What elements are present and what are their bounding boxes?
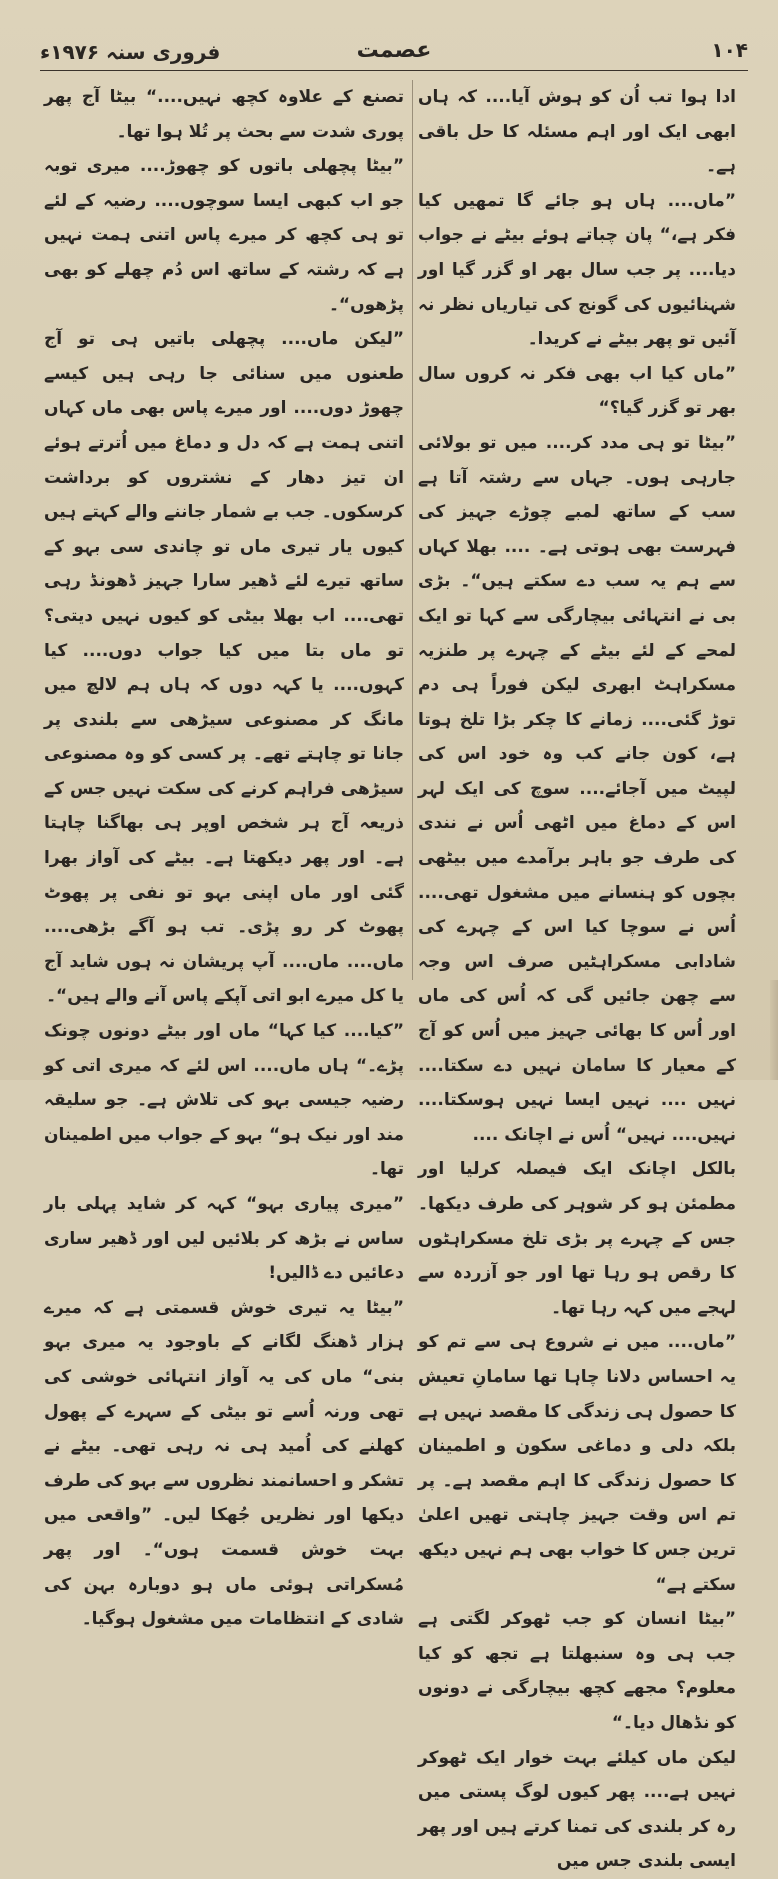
header-rule xyxy=(40,70,748,71)
paragraph: ”لیکن ماں.... پچھلی باتیں ہی تو آج طعنوں میں سنائی جا رہی ہیں کیسے چھوڑ دوں.... اور میرے پاس بھی ماں کہاں اتنی ہمت ہے کہ دل و دماغ میں اُترتے ہوئے ان تیز دھار کے نشتروں کو برداشت کرسکوں۔ جب بے شمار جاننے والے کہتے ہیں کیوں یار تیری ماں تو چاندی سی بہو کے ساتھ تیرے لئے ڈھیر سارا جہیز ڈھونڈ رہی تھی.... اب بھلا بیٹی کو کیوں نہیں دیتی؟ تو ماں بتا میں کیا جواب دوں.... کیا کہوں.... یا کہہ دوں کہ ہاں ہم لالچ میں مانگ کر مصنوعی سیڑھی سے بلندی پر جانا تو چاہتے تھے۔ پر کسی کو وہ مصنوعی سیڑھی فراہم کرنے کی سکت نہیں جس کے ذریعہ آج ہر شخص اوپر ہی بھاگنا چاہتا ہے۔ اور پھر دیکھتا ہے۔ بیٹے کی آواز بھرا گئی اور ماں اپنی بہو تو نفی پر پھوٹ پھوٹ کر رو پڑی۔ تب ہو آگے بڑھی.... ماں.... ماں.... آپ پریشان نہ ہوں شاید آج یا کل میرے ابو اتی آپکے پاس آنے والے ہیں“۔ xyxy=(44,329,404,1007)
paragraph: تصنع کے علاوہ کچھ نہیں....“ بیٹا آج پھر پوری شدت سے بحث پر تُلا ہوا تھا۔ xyxy=(44,87,404,142)
paragraph: ادا ہوا تب اُن کو ہوش آیا.... کہ ہاں ابھی ایک اور اہم مسئلہ کا حل باقی ہے۔ xyxy=(418,87,736,177)
column-divider xyxy=(412,80,413,980)
page-number: ۱۰۴ xyxy=(711,38,748,62)
issue-date: فروری سنہ ۱۹۷۶ء xyxy=(40,40,221,64)
paragraph: بالکل اچانک ایک فیصلہ کرلیا اور مطمئن ہو کر شوہر کی طرف دیکھا۔ جس کے چہرے پر بڑی تلخ مسکراہٹوں کا رقص ہو رہا تھا اور جو آزردہ سے لہجے میں کہہ رہا تھا۔ xyxy=(418,1159,736,1318)
paragraph: ”ماں.... ہاں ہو جائے گا تمھیں کیا فکر ہے،“ پان چباتے ہوئے بیٹے نے جواب دیا.... پر جب سال بھر او گزر گیا اور شہنائیوں کی گونج کی تیاریاں نظر نہ آئیں تو پھر بیٹے نے کریدا۔ xyxy=(418,190,736,350)
paragraph: لیکن ماں کیلئے بہت خوار ایک ٹھوکر نہیں ہے.... پھر کیوں لوگ پستی میں رہ کر بلندی کی تمنا کرتے ہیں اور پھر ایسی بلندی جس میں xyxy=(418,1747,736,1872)
paragraph: ”بیٹا پچھلی باتوں کو چھوڑ.... میری توبہ جو اب کبھی ایسا سوچوں.... رضیہ کے لئے تو ہی کچھ کر میرے پاس اتنی ہمت نہیں ہے کہ رشتہ کے ساتھ اس دُم چھلے کو بھی پڑھوں“۔ xyxy=(44,156,404,315)
page-edge xyxy=(770,980,778,1080)
paragraph: ”ماں کیا اب بھی فکر نہ کروں سال بھر تو گزر گیا؟“ xyxy=(418,363,736,419)
paragraph: ”ماں.... میں نے شروع ہی سے تم کو یہ احساس دلانا چاہا تھا سامانِ تعیش کا حصول ہی زندگی کا مقصد نہیں ہے بلکہ دلی و دماغی سکون و اطمینان کا حصول زندگی کا اہم مقصد ہے۔ پر تم اس وقت جہیز چاہتی تھیں اعلیٰ ترین جس کا خواب بھی ہم نہیں دیکھ سکتے ہے“ xyxy=(418,1332,736,1595)
page-header xyxy=(40,34,748,70)
paragraph: ”بیٹا انسان کو جب ٹھوکر لگتی ہے جب ہی وہ سنبھلتا ہے تجھ کو کیا معلوم؟ مجھے کچھ بیچارگی نے دونوں کو نڈھال دیا۔“ xyxy=(418,1609,736,1733)
paragraph: ”کیا.... کیا کہا“ ماں اور بیٹے دونوں چونک پڑے۔“ ہاں ماں.... اس لئے کہ میری اتی کو رضیہ جیسی بہو کی تلاش ہے۔ جو سلیقہ مند اور نیک ہو“ بہو کے جواب میں اطمینان تھا۔ xyxy=(44,1021,404,1180)
paragraph: ”بیٹا یہ تیری خوش قسمتی ہے کہ میرے ہزار ڈھنگ لگانے کے باوجود یہ میری بہو بنی“ ماں کی یہ آواز انتہائی خوشی کی تھی ورنہ اُسے تو بیٹی کے سہرے کے پھول کھلنے کی اُمید ہی نہ رہی تھی۔ بیٹے نے تشکر و احسانمند نظروں سے بہو کی طرف دیکھا اور نظریں جُھکا لیں۔ ”واقعی میں بہت خوش قسمت ہوں“۔ اور پھر مُسکراتی ہوئی ماں ہو دوبارہ بہن کی شادی کے انتظامات میں مشغول ہوگیا۔ xyxy=(44,1297,404,1630)
left-column xyxy=(44,80,404,1637)
right-column xyxy=(418,80,736,1879)
paragraph: ”بیٹا تو ہی مدد کر.... میں تو بولائی جارہی ہوں۔ جہاں سے رشتہ آتا ہے سب کے ساتھ لمبے چوڑے جہیز کی فہرست بھی ہوتی ہے۔ .... بھلا کہاں سے ہم یہ سب دے سکتے ہیں“۔ بڑی بی نے انتہائی بیچارگی سے کہا تو ایک لمحے کے لئے بیٹے کے چہرے پر طنزیہ مسکراہٹ ابھری لیکن فوراً ہی دم توڑ گئی.... زمانے کا چکر بڑا تلخ ہوتا ہے، کون جانے کب وہ خود اس کی لپیٹ میں آجائے.... سوچ کی ایک لہر اس کے دماغ میں اٹھی اُس نے نندی کی طرف جو باہر برآمدے میں بیٹھی بچوں کو ہنسانے میں مشغول تھی.... اُس نے سوچا کیا اس کے چہرے کی شادابی مسکراہٹیں صرف اس وجہ سے چھن جائیں گی کہ اُس کی ماں اور اُس کا بھائی جہیز میں اُس کو آج کے معیار کا سامان نہیں دے سکتا.... نہیں .... نہیں ایسا نہیں ہوسکتا.... نہیں.... نہیں“ اُس نے اچانک .... xyxy=(418,432,736,1145)
magazine-name: عصمت xyxy=(356,38,432,63)
paragraph: ”میری پیاری بہو“ کہہ کر شاید پہلی بار ساس نے بڑھ کر بلائیں لیں اور ڈھیر ساری دعائیں دے ڈالیں! xyxy=(44,1194,404,1284)
